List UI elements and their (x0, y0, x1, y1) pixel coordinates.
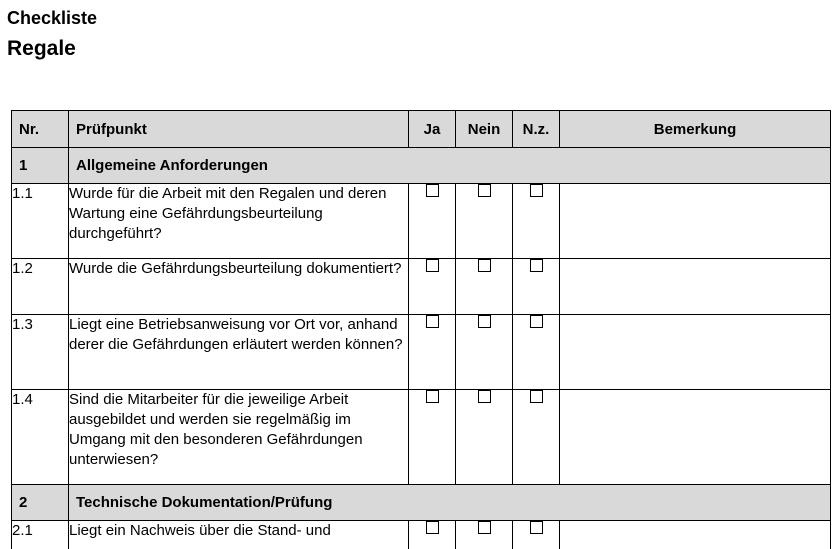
table-header-row (12, 111, 831, 148)
checkbox-nz[interactable] (530, 259, 543, 272)
answer-cell-nz (513, 390, 560, 485)
item-number: 2.1 (12, 521, 69, 549)
checkbox-nein[interactable] (478, 315, 491, 328)
checkbox-nein[interactable] (478, 259, 491, 272)
remark-field[interactable] (560, 315, 831, 390)
remark-field[interactable] (560, 521, 831, 549)
remark-field[interactable] (560, 184, 831, 259)
answer-cell-nein (456, 390, 513, 485)
checklist-row (12, 259, 831, 315)
section-row (12, 485, 831, 521)
checkbox-nein[interactable] (478, 390, 491, 403)
column-header-pruefpunkt: Prüfpunkt (69, 111, 409, 148)
answer-cell-nz (513, 184, 560, 259)
item-question: Liegt eine Betriebsanweisung vor Ort vor, anhand derer die Gefährdungen erläutert werden können? (69, 315, 409, 390)
checklist-row (12, 184, 831, 259)
checkbox-nz[interactable] (530, 521, 543, 534)
column-header-nz: N.z. (513, 111, 560, 148)
item-number: 1.3 (12, 315, 69, 390)
checkbox-ja[interactable] (426, 184, 439, 197)
item-number: 1.1 (12, 184, 69, 259)
column-header-ja: Ja (409, 111, 456, 148)
item-question: Wurde für die Arbeit mit den Regalen und deren Wartung eine Gefährdungsbeurteilung durchgeführt? (69, 184, 409, 259)
checklist-row (12, 390, 831, 485)
answer-cell-nz (513, 521, 560, 549)
checkbox-ja[interactable] (426, 259, 439, 272)
checkbox-nein[interactable] (478, 184, 491, 197)
item-number: 1.2 (12, 259, 69, 315)
checkbox-nein[interactable] (478, 521, 491, 534)
checklist-table (11, 110, 831, 549)
remark-field[interactable] (560, 259, 831, 315)
item-number: 1.4 (12, 390, 69, 485)
remark-field[interactable] (560, 390, 831, 485)
section-number: 2 (12, 485, 69, 521)
answer-cell-ja (409, 521, 456, 549)
column-header-nein: Nein (456, 111, 513, 148)
checklist-row (12, 521, 831, 549)
checklist-body (12, 148, 831, 549)
answer-cell-nein (456, 521, 513, 549)
section-row (12, 148, 831, 184)
answer-cell-nz (513, 315, 560, 390)
checkbox-ja[interactable] (426, 390, 439, 403)
document-title: Checkliste (7, 8, 98, 28)
answer-cell-nein (456, 315, 513, 390)
answer-cell-ja (409, 259, 456, 315)
checkbox-ja[interactable] (426, 315, 439, 328)
column-header-bemerkung: Bemerkung (560, 111, 831, 148)
answer-cell-ja (409, 390, 456, 485)
answer-cell-ja (409, 184, 456, 259)
item-question: Wurde die Gefährdungsbeurteilung dokumentiert? (69, 259, 409, 315)
checkbox-nz[interactable] (530, 315, 543, 328)
answer-cell-nein (456, 259, 513, 315)
section-title: Allgemeine Anforderungen (69, 148, 831, 184)
item-question: Liegt ein Nachweis über die Stand- und (69, 521, 409, 549)
section-title: Technische Dokumentation/Prüfung (69, 485, 831, 521)
document-subtitle: Regale (7, 37, 76, 60)
column-header-nr: Nr. (12, 111, 69, 148)
checklist-row (12, 315, 831, 390)
item-question: Sind die Mitarbeiter für die jeweilige Arbeit ausgebildet und werden sie regelmäßig im Umgang mit den besonderen Gefährdungen unterwiesen? (69, 390, 409, 485)
checkbox-nz[interactable] (530, 390, 543, 403)
checkbox-nz[interactable] (530, 184, 543, 197)
checkbox-ja[interactable] (426, 521, 439, 534)
answer-cell-ja (409, 315, 456, 390)
answer-cell-nein (456, 184, 513, 259)
answer-cell-nz (513, 259, 560, 315)
section-number: 1 (12, 148, 69, 184)
